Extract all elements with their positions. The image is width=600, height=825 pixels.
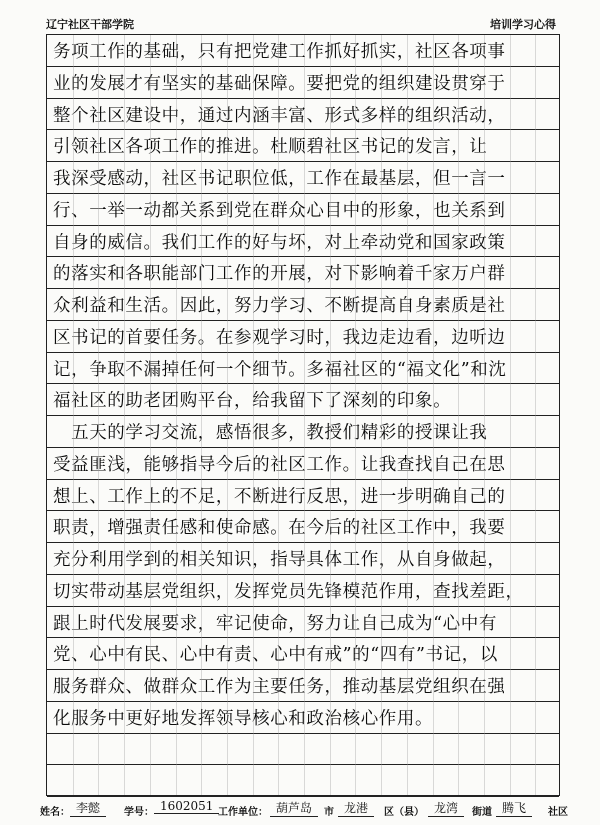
- page-header: [46, 12, 560, 34]
- handwritten-line: 跟上时代发展要求，牢记使命，努力让自己成为“心中有: [53, 613, 497, 634]
- community-value: 腾飞: [496, 799, 532, 817]
- grid-column-guide: [253, 35, 254, 795]
- handwritten-line: 引领社区各项工作的推进。杜顺碧社区书记的发言，让: [53, 137, 488, 158]
- grid-column-guide: [381, 35, 382, 795]
- grid-column-guide: [355, 35, 356, 795]
- handwritten-line: 行、一举一动都关系到党在群众心目中的形象，也关系到: [53, 200, 506, 221]
- grid-column-guide: [510, 35, 511, 795]
- handwritten-line: 受益匪浅，能够指导今后的社区工作。让我查找自己在思: [53, 454, 506, 475]
- handwritten-line: 众利益和生活。因此，努力学习、不断提高自身素质是社: [53, 296, 506, 316]
- handwritten-line: 的落实和各职能部门工作的开展，对下影响着千家万户群: [53, 264, 506, 285]
- document-type: 培训学习心得: [490, 18, 556, 31]
- handwritten-line: 区书记的首要任务。在参观学习时，我边走边看，边听边: [53, 327, 506, 348]
- handwritten-line: 充分利用学到的相关知识，指导具体工作，从自身做起，: [53, 550, 506, 570]
- grid-column-guide: [201, 35, 202, 795]
- school-name: 辽宁社区干部学院: [46, 18, 134, 31]
- handwritten-line: 业的发展才有坚实的基础保障。要把党的组织建设贯穿于: [53, 73, 506, 94]
- handwritten-line: 整个社区建设中，通过内涵丰富、形式多样的组织活动，: [53, 105, 506, 126]
- street-label: 街道: [472, 807, 492, 818]
- student-id-label: 学号：: [124, 807, 154, 818]
- work-unit-label: 工作单位：: [218, 807, 268, 818]
- grid-column-guide: [150, 35, 151, 795]
- handwritten-line: 福社区的助老团购平台，给我留下了深刻的印象。: [53, 391, 452, 412]
- grid-column-guide: [535, 35, 536, 795]
- writing-grid: [46, 34, 560, 796]
- handwritten-line: 五天的学习交流，感悟很多，教授们精彩的授课让我: [53, 423, 488, 443]
- grid-column-guide: [227, 35, 228, 795]
- grid-column-guide: [407, 35, 408, 795]
- community-label: 社区: [548, 807, 568, 818]
- street-value: 龙湾: [428, 799, 464, 817]
- grid-column-guide: [433, 35, 434, 795]
- grid-column-guide: [304, 35, 305, 795]
- grid-column-guide: [176, 35, 177, 795]
- handwritten-line: 务项工作的基础，只有把党建工作抓好抓实，社区各项事: [53, 42, 506, 62]
- city-label: 市: [324, 807, 334, 818]
- name-label: 姓名：: [40, 807, 70, 818]
- grid-column-guide: [278, 35, 279, 795]
- handwritten-line: 我深受感动，社区书记职位低，工作在最基层，但一言一: [53, 169, 506, 189]
- grid-column-guide: [484, 35, 485, 795]
- city-value: 葫芦岛: [270, 799, 318, 817]
- name-value: 李懿: [70, 799, 106, 817]
- grid-column-guide: [330, 35, 331, 795]
- handwritten-line: 化服务中更好地发挥领导核心和政治核心作用。: [53, 708, 434, 729]
- handwritten-line: 党、心中有民、心中有责、心中有戒”的“四有”书记，以: [53, 645, 498, 666]
- page-footer: [40, 798, 570, 818]
- handwritten-line: 服务群众、做群众工作为主要任务，推动基层党组织在强: [53, 677, 506, 697]
- grid-column-guide: [458, 35, 459, 795]
- grid-rows: [47, 35, 559, 795]
- handwritten-line: 记，争取不漏掉任何一个细节。多福社区的“福文化”和沈: [53, 359, 507, 380]
- handwritten-line: 想上、工作上的不足，不断进行反思，进一步明确自己的: [53, 486, 506, 507]
- handwritten-line: 切实带动基层党组织，发挥党员先锋模范作用，查找差距，: [53, 581, 524, 602]
- grid-column-guide: [98, 35, 99, 795]
- district-value: 龙港: [338, 799, 374, 817]
- grid-column-guide: [124, 35, 125, 795]
- handwritten-line: 职责，增强责任感和使命感。在今后的社区工作中，我要: [53, 518, 506, 539]
- district-label: 区（县）: [384, 807, 424, 818]
- student-id-value: 1602051: [154, 799, 219, 814]
- handwritten-line: 自身的威信。我们工作的好与坏，对上牵动党和国家政策: [53, 232, 506, 253]
- grid-column-guide: [73, 35, 74, 795]
